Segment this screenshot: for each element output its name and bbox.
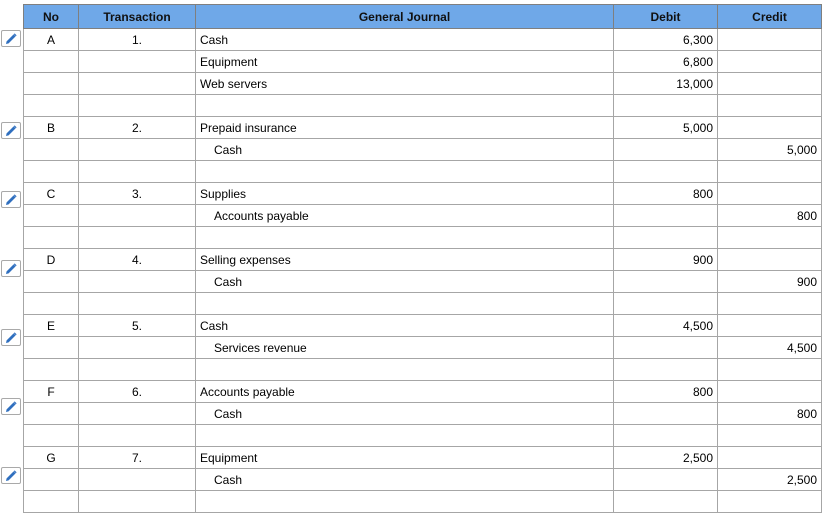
credit-cell[interactable] bbox=[718, 359, 822, 381]
transaction-cell[interactable] bbox=[79, 403, 196, 425]
account-cell[interactable]: Cash bbox=[196, 469, 614, 491]
edit-entry-button[interactable] bbox=[1, 191, 21, 208]
edit-buttons-column bbox=[0, 0, 23, 521]
journal-spacer-row bbox=[24, 227, 822, 249]
credit-cell[interactable]: 900 bbox=[718, 271, 822, 293]
credit-cell[interactable] bbox=[718, 227, 822, 249]
journal-line-row bbox=[24, 469, 822, 491]
account-cell[interactable]: Equipment bbox=[196, 51, 614, 73]
credit-cell[interactable] bbox=[718, 161, 822, 183]
debit-cell[interactable] bbox=[614, 227, 718, 249]
debit-cell[interactable] bbox=[614, 161, 718, 183]
entry-no-cell[interactable] bbox=[24, 293, 79, 315]
header-debit: Debit bbox=[614, 5, 718, 29]
debit-cell[interactable] bbox=[614, 293, 718, 315]
debit-cell[interactable] bbox=[614, 403, 718, 425]
journal-line-row bbox=[24, 51, 822, 73]
journal-line-row bbox=[24, 403, 822, 425]
journal-line-row bbox=[24, 139, 822, 161]
debit-cell[interactable] bbox=[614, 491, 718, 513]
account-cell[interactable] bbox=[196, 227, 614, 249]
debit-cell[interactable] bbox=[614, 359, 718, 381]
transaction-cell[interactable] bbox=[79, 425, 196, 447]
transaction-cell[interactable] bbox=[79, 205, 196, 227]
journal-line-row bbox=[24, 73, 822, 95]
debit-cell[interactable]: 800 bbox=[614, 381, 718, 403]
credit-cell[interactable] bbox=[718, 425, 822, 447]
debit-cell[interactable]: 4,500 bbox=[614, 315, 718, 337]
account-cell[interactable]: Cash bbox=[196, 315, 614, 337]
account-cell[interactable]: Accounts payable bbox=[196, 381, 614, 403]
header-credit: Credit bbox=[718, 5, 822, 29]
entry-no-cell[interactable] bbox=[24, 161, 79, 183]
journal-spacer-row bbox=[24, 425, 822, 447]
entry-no-cell[interactable] bbox=[24, 491, 79, 513]
journal-line-row bbox=[24, 183, 822, 205]
account-cell[interactable]: Accounts payable bbox=[196, 205, 614, 227]
credit-cell[interactable] bbox=[718, 73, 822, 95]
credit-cell[interactable] bbox=[718, 95, 822, 117]
entry-no-cell[interactable] bbox=[24, 227, 79, 249]
entry-no-cell[interactable]: A bbox=[24, 29, 79, 51]
transaction-cell[interactable] bbox=[79, 337, 196, 359]
journal-spacer-row bbox=[24, 95, 822, 117]
account-cell[interactable] bbox=[196, 425, 614, 447]
debit-cell[interactable] bbox=[614, 469, 718, 491]
transaction-cell[interactable] bbox=[79, 293, 196, 315]
journal-line-row bbox=[24, 315, 822, 337]
credit-cell[interactable] bbox=[718, 249, 822, 271]
account-cell[interactable]: Cash bbox=[196, 139, 614, 161]
pencil-icon bbox=[5, 125, 17, 137]
credit-cell[interactable]: 800 bbox=[718, 205, 822, 227]
debit-cell[interactable]: 6,300 bbox=[614, 29, 718, 51]
credit-cell[interactable]: 800 bbox=[718, 403, 822, 425]
entry-no-cell[interactable] bbox=[24, 403, 79, 425]
account-cell[interactable]: Web servers bbox=[196, 73, 614, 95]
credit-cell[interactable] bbox=[718, 293, 822, 315]
debit-cell[interactable] bbox=[614, 337, 718, 359]
credit-cell[interactable] bbox=[718, 315, 822, 337]
account-cell[interactable]: Equipment bbox=[196, 447, 614, 469]
credit-cell[interactable] bbox=[718, 381, 822, 403]
transaction-cell[interactable]: 4. bbox=[79, 249, 196, 271]
journal-spacer-row bbox=[24, 491, 822, 513]
edit-entry-button[interactable] bbox=[1, 467, 21, 484]
debit-cell[interactable]: 900 bbox=[614, 249, 718, 271]
account-cell[interactable]: Prepaid insurance bbox=[196, 117, 614, 139]
account-cell[interactable]: Services revenue bbox=[196, 337, 614, 359]
account-cell[interactable] bbox=[196, 293, 614, 315]
edit-entry-button[interactable] bbox=[1, 122, 21, 139]
entry-no-cell[interactable] bbox=[24, 51, 79, 73]
transaction-cell[interactable] bbox=[79, 73, 196, 95]
journal-spacer-row bbox=[24, 359, 822, 381]
transaction-cell[interactable] bbox=[79, 271, 196, 293]
pencil-icon bbox=[5, 33, 17, 45]
account-cell[interactable] bbox=[196, 491, 614, 513]
edit-entry-button[interactable] bbox=[1, 30, 21, 47]
pencil-icon bbox=[5, 263, 17, 275]
account-cell[interactable] bbox=[196, 359, 614, 381]
edit-entry-button[interactable] bbox=[1, 260, 21, 277]
entry-no-cell[interactable]: F bbox=[24, 381, 79, 403]
account-cell[interactable] bbox=[196, 161, 614, 183]
entry-no-cell[interactable] bbox=[24, 469, 79, 491]
transaction-cell[interactable]: 5. bbox=[79, 315, 196, 337]
account-cell[interactable]: Cash bbox=[196, 29, 614, 51]
account-cell[interactable]: Cash bbox=[196, 403, 614, 425]
credit-cell[interactable] bbox=[718, 447, 822, 469]
transaction-cell[interactable] bbox=[79, 469, 196, 491]
debit-cell[interactable]: 13,000 bbox=[614, 73, 718, 95]
transaction-cell[interactable] bbox=[79, 161, 196, 183]
credit-cell[interactable] bbox=[718, 183, 822, 205]
header-transaction: Transaction bbox=[79, 5, 196, 29]
credit-cell[interactable] bbox=[718, 117, 822, 139]
debit-cell[interactable] bbox=[614, 205, 718, 227]
journal-line-row bbox=[24, 117, 822, 139]
pencil-icon bbox=[5, 470, 17, 482]
journal-line-row bbox=[24, 381, 822, 403]
journal-line-row bbox=[24, 205, 822, 227]
debit-cell[interactable] bbox=[614, 95, 718, 117]
debit-cell[interactable]: 5,000 bbox=[614, 117, 718, 139]
account-cell[interactable]: Selling expenses bbox=[196, 249, 614, 271]
transaction-cell[interactable]: 1. bbox=[79, 29, 196, 51]
edit-entry-button[interactable] bbox=[1, 329, 21, 346]
entry-no-cell[interactable] bbox=[24, 359, 79, 381]
journal-spacer-row bbox=[24, 293, 822, 315]
pencil-icon bbox=[5, 332, 17, 344]
transaction-cell[interactable] bbox=[79, 95, 196, 117]
entry-no-cell[interactable]: D bbox=[24, 249, 79, 271]
debit-cell[interactable]: 6,800 bbox=[614, 51, 718, 73]
header-general-journal: General Journal bbox=[196, 5, 614, 29]
entry-no-cell[interactable] bbox=[24, 73, 79, 95]
entry-no-cell[interactable] bbox=[24, 337, 79, 359]
entry-no-cell[interactable]: E bbox=[24, 315, 79, 337]
debit-cell[interactable]: 800 bbox=[614, 183, 718, 205]
header-row bbox=[24, 5, 822, 29]
journal-line-row bbox=[24, 271, 822, 293]
debit-cell[interactable] bbox=[614, 139, 718, 161]
entry-no-cell[interactable] bbox=[24, 95, 79, 117]
entry-no-cell[interactable]: C bbox=[24, 183, 79, 205]
entry-no-cell[interactable] bbox=[24, 271, 79, 293]
account-cell[interactable] bbox=[196, 95, 614, 117]
account-cell[interactable]: Cash bbox=[196, 271, 614, 293]
transaction-cell[interactable]: 6. bbox=[79, 381, 196, 403]
debit-cell[interactable] bbox=[614, 425, 718, 447]
journal-line-row bbox=[24, 447, 822, 469]
credit-cell[interactable] bbox=[718, 491, 822, 513]
transaction-cell[interactable] bbox=[79, 51, 196, 73]
entry-no-cell[interactable] bbox=[24, 139, 79, 161]
transaction-cell[interactable] bbox=[79, 227, 196, 249]
transaction-cell[interactable]: 3. bbox=[79, 183, 196, 205]
entry-no-cell[interactable] bbox=[24, 425, 79, 447]
credit-cell[interactable]: 4,500 bbox=[718, 337, 822, 359]
credit-cell[interactable]: 2,500 bbox=[718, 469, 822, 491]
entry-no-cell[interactable] bbox=[24, 205, 79, 227]
edit-entry-button[interactable] bbox=[1, 398, 21, 415]
journal-line-row bbox=[24, 29, 822, 51]
journal-line-row bbox=[24, 337, 822, 359]
transaction-cell[interactable] bbox=[79, 139, 196, 161]
transaction-cell[interactable]: 7. bbox=[79, 447, 196, 469]
transaction-cell[interactable] bbox=[79, 491, 196, 513]
transaction-cell[interactable]: 2. bbox=[79, 117, 196, 139]
debit-cell[interactable]: 2,500 bbox=[614, 447, 718, 469]
credit-cell[interactable]: 5,000 bbox=[718, 139, 822, 161]
credit-cell[interactable] bbox=[718, 51, 822, 73]
journal-line-row bbox=[24, 249, 822, 271]
entry-no-cell[interactable]: G bbox=[24, 447, 79, 469]
transaction-cell[interactable] bbox=[79, 359, 196, 381]
entry-no-cell[interactable]: B bbox=[24, 117, 79, 139]
journal-spacer-row bbox=[24, 161, 822, 183]
debit-cell[interactable] bbox=[614, 271, 718, 293]
account-cell[interactable]: Supplies bbox=[196, 183, 614, 205]
pencil-icon bbox=[5, 194, 17, 206]
credit-cell[interactable] bbox=[718, 29, 822, 51]
journal-body bbox=[24, 29, 822, 513]
general-journal-table bbox=[23, 4, 822, 513]
pencil-icon bbox=[5, 401, 17, 413]
header-no: No bbox=[24, 5, 79, 29]
